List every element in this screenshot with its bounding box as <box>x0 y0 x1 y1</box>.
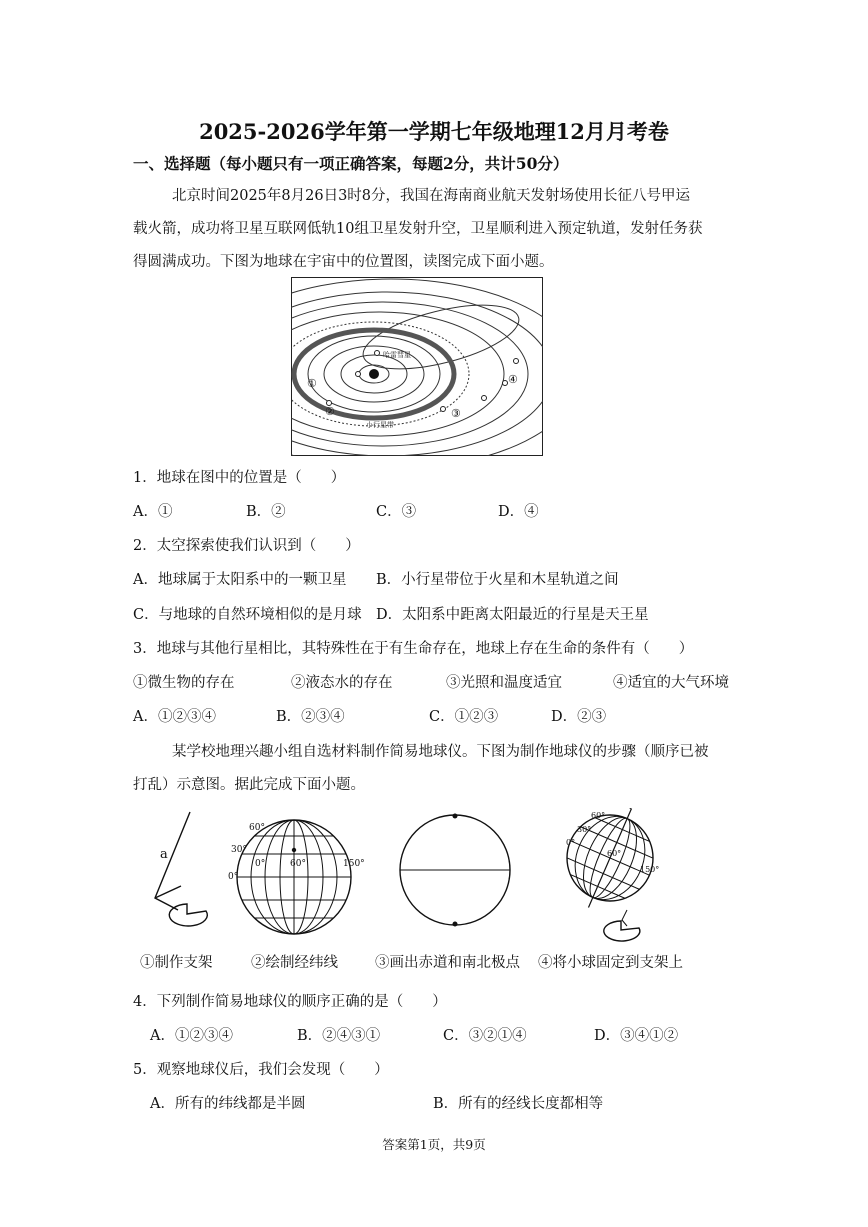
grid-label-0-lon: 0° <box>255 859 266 869</box>
passage2-line-2: 打乱）示意图。据此完成下面小题。 <box>133 777 365 793</box>
stand-drawing <box>155 812 207 926</box>
q1-option-d: D．④ <box>498 504 539 520</box>
passage1-line-2: 载火箭，成功将卫星互联网低轨10组卫星发射升空，卫星顺利进入预定轨道，发射任务获 <box>133 221 703 237</box>
q1-option-a: A．① <box>133 504 173 520</box>
grid-label-150e: 150° <box>343 859 365 869</box>
step-label-2: ②绘制经纬线 <box>251 955 338 971</box>
marker-4: ④ <box>508 373 518 386</box>
q3-option-d: D．②③ <box>551 709 607 725</box>
south-pole-point <box>453 922 458 927</box>
page-title: 2025-2026学年第一学期七年级地理12月月考卷 <box>199 119 669 144</box>
q3-item-4: ④适宜的大气环境 <box>613 675 729 691</box>
q2-option-a: A．地球属于太阳系中的一颗卫星 <box>133 572 347 588</box>
q4-stem: 4．下列制作简易地球仪的顺序正确的是（ ） <box>133 994 447 1010</box>
grid-label-60e: 60° <box>290 859 306 869</box>
step-label-3: ③画出赤道和南北极点 <box>375 955 520 971</box>
grid-globe-drawing <box>237 820 351 934</box>
grid-label-60n: 60° <box>249 823 265 833</box>
tilted-label-0: 0° <box>566 838 576 847</box>
q5-option-a: A．所有的纬线都是半圆 <box>150 1096 306 1112</box>
q3-option-a: A．①②③④ <box>133 709 216 725</box>
tilted-label-60: 60° <box>591 811 606 820</box>
solar-system-figure <box>291 277 543 456</box>
q4-option-d: D．③④①② <box>594 1028 679 1044</box>
q2-option-d: D．太阳系中距离太阳最近的行星是天王星 <box>376 607 649 623</box>
section-heading: 一、选择题（每小题只有一项正确答案，每题2分，共计50分） <box>133 154 569 173</box>
tilted-label-60e: 60° <box>607 849 622 858</box>
passage2-line-1: 某学校地理兴趣小组自选材料制作简易地球仪。下图为制作地球仪的步骤（顺序已被 <box>172 744 709 760</box>
globe-steps-figure <box>133 808 733 950</box>
q3-item-1: ①微生物的存在 <box>133 675 235 691</box>
q1-option-b: B．② <box>246 504 286 520</box>
q2-option-b: B．小行星带位于火星和木星轨道之间 <box>376 572 619 588</box>
asteroid-belt-label: 小行星带 <box>366 421 394 429</box>
q5-stem: 5．观察地球仪后，我们会发现（ ） <box>133 1062 389 1078</box>
tilted-label-150e: 150° <box>640 865 660 874</box>
step-label-1: ①制作支架 <box>140 955 213 971</box>
q1-stem: 1．地球在图中的位置是（ ） <box>133 470 346 486</box>
q3-item-3: ③光照和温度适宜 <box>446 675 562 691</box>
q4-option-a: A．①②③④ <box>150 1028 233 1044</box>
page-footer: 答案第1页，共9页 <box>382 1137 486 1152</box>
q3-stem: 3．地球与其他行星相比，其特殊性在于有生命存在，地球上存在生命的条件有（ ） <box>133 641 694 657</box>
equator-globe-drawing <box>400 815 510 925</box>
q2-option-c: C．与地球的自然环境相似的是月球 <box>133 607 362 623</box>
grid-label-0-lat: 0° <box>228 872 239 882</box>
passage1-line-3: 得圆满成功。下图为地球在宇宙中的位置图，读图完成下面小题。 <box>133 254 554 270</box>
passage1-line-1: 北京时间2025年8月26日3时8分，我国在海南商业航天发射场使用长征八号甲运 <box>172 188 691 204</box>
a-label: a <box>160 847 168 862</box>
q3-option-c: C．①②③ <box>429 709 499 725</box>
q2-stem: 2．太空探索使我们认识到（ ） <box>133 538 360 554</box>
q3-item-2: ②液态水的存在 <box>291 675 393 691</box>
grid-label-30n: 30° <box>231 845 247 855</box>
grid-point <box>292 848 296 852</box>
marker-1: ① <box>307 377 317 390</box>
q4-option-b: B．②④③① <box>297 1028 381 1044</box>
marker-3: ③ <box>451 407 461 420</box>
sun-icon <box>369 369 379 379</box>
q1-option-c: C．③ <box>376 504 417 520</box>
tilted-label-30: 30° <box>577 825 592 834</box>
tilted-globe-drawing <box>549 808 671 941</box>
q5-option-b: B．所有的经线长度都相等 <box>433 1096 604 1112</box>
north-pole-point <box>453 814 458 819</box>
comet-label: 哈雷彗星 <box>383 351 411 359</box>
q3-option-b: B．②③④ <box>276 709 345 725</box>
q4-option-c: C．③②①④ <box>443 1028 527 1044</box>
step-label-4: ④将小球固定到支架上 <box>538 955 683 971</box>
marker-2: ② <box>325 405 335 418</box>
